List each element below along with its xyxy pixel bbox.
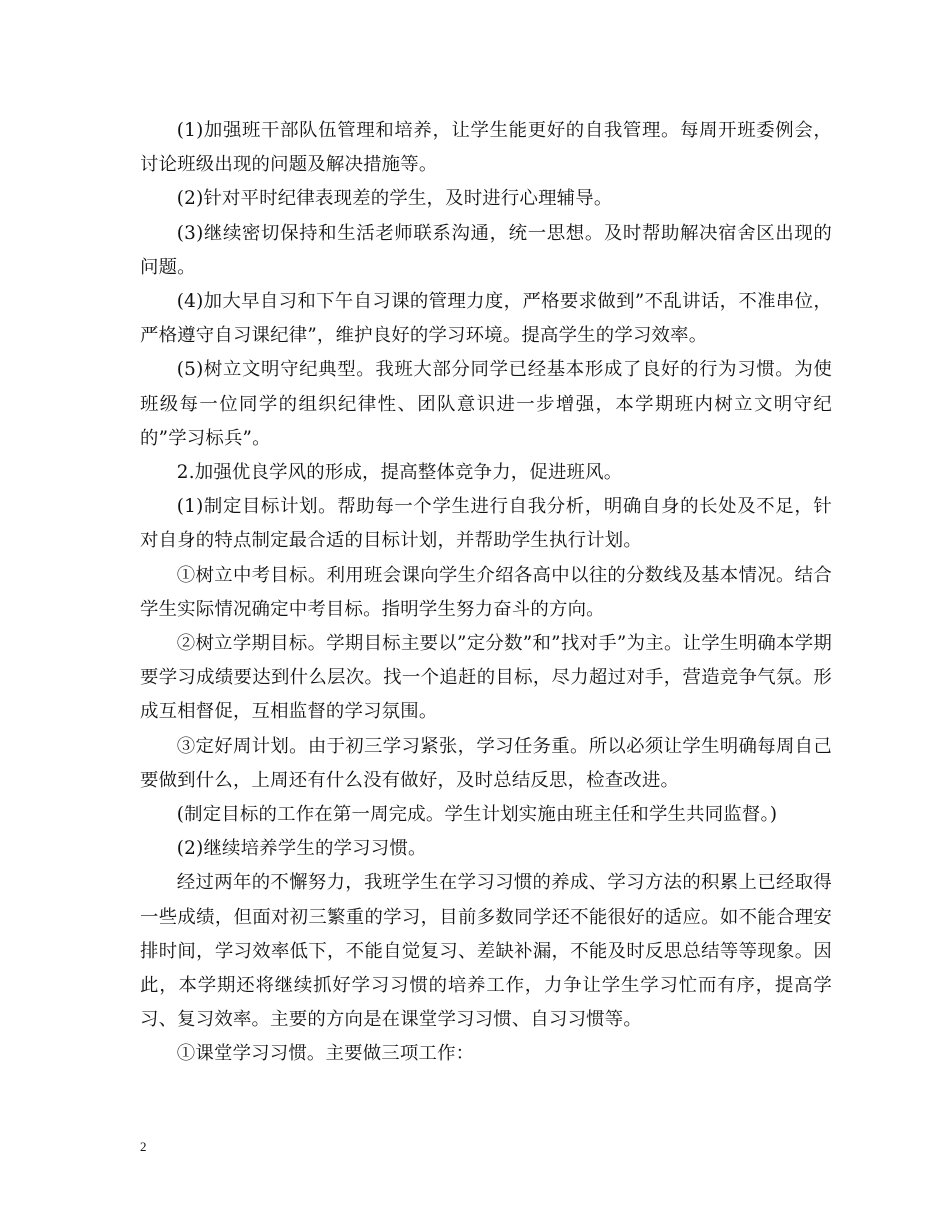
paragraph-self-study-management: (4)加大早自习和下午自习课的管理力度，严格要求做到”不乱讲话，不准串位，严格遵守自习课纪律”，维护良好的学习环境。提高学生的学习效率。 (140, 291, 832, 347)
document-body (140, 114, 832, 1072)
paragraph-goal-note: (制定目标的工作在第一周完成。学生计划实施由班主任和学生共同监督。) (176, 804, 778, 826)
page-number: 2 (140, 1139, 147, 1154)
paragraph-study-habits-heading: (2)继续培养学生的学习习惯。 (176, 838, 427, 860)
paragraph-class-cadre-management: (1)加强班干部队伍管理和培养，让学生能更好的自我管理。每周开班委例会，讨论班级出现的问题及解决措施等。 (140, 120, 832, 176)
paragraph-study-habits-detail: 经过两年的不懈努力，我班学生在学习习惯的养成、学习方法的积累上已经取得一些成绩，但面对初三繁重的学习，目前多数同学还不能很好的适应。如不能合理安排时间，学习效率低下，不能自觉复习、差缺补漏，不能及时反思总结等等现象。因此，本学期还将继续抓好学习习惯的培养工作，力争让学生学习忙而有序，提高学习、复习效率。主要的方向是在课堂学习习惯、自习习惯等。 (140, 872, 832, 1031)
section-heading-study-style: 2.加强优良学风的形成，提高整体竞争力，促进班风。 (176, 462, 623, 484)
paragraph-model-students: (5)树立文明守纪典型。我班大部分同学已经基本形成了良好的行为习惯。为使班级每一位同学的组织纪律性、团队意识进一步增强，本学期班内树立文明守纪的”学习标兵”。 (140, 359, 832, 449)
paragraph-weekly-plan: ③定好周计划。由于初三学习紧张，学习任务重。所以必须让学生明确每周自己要做到什么，上周还有什么没有做好，及时总结反思，检查改进。 (140, 735, 832, 791)
paragraph-semester-goal: ②树立学期目标。学期目标主要以”定分数”和”找对手”为主。让学生明确本学期要学习成绩要达到什么层次。找一个追赶的目标，尽力超过对手，营造竞争气氛。形成互相督促，互相监督的学习氛围。 (140, 633, 832, 723)
paragraph-exam-goal: ①树立中考目标。利用班会课向学生介绍各高中以往的分数线及基本情况。结合学生实际情况确定中考目标。指明学生努力奋斗的方向。 (140, 564, 832, 620)
paragraph-classroom-habits: ①课堂学习习惯。主要做三项工作： (176, 1043, 475, 1065)
paragraph-dorm-teacher-contact: (3)继续密切保持和生活老师联系沟通，统一思想。及时帮助解决宿舍区出现的问题。 (140, 222, 832, 278)
paragraph-psychological-counseling: (2)针对平时纪律表现差的学生，及时进行心理辅导。 (176, 188, 613, 210)
paragraph-goal-planning: (1)制定目标计划。帮助每一个学生进行自我分析，明确自身的长处及不足，针对自身的特点制定最合适的目标计划，并帮助学生执行计划。 (140, 496, 832, 552)
